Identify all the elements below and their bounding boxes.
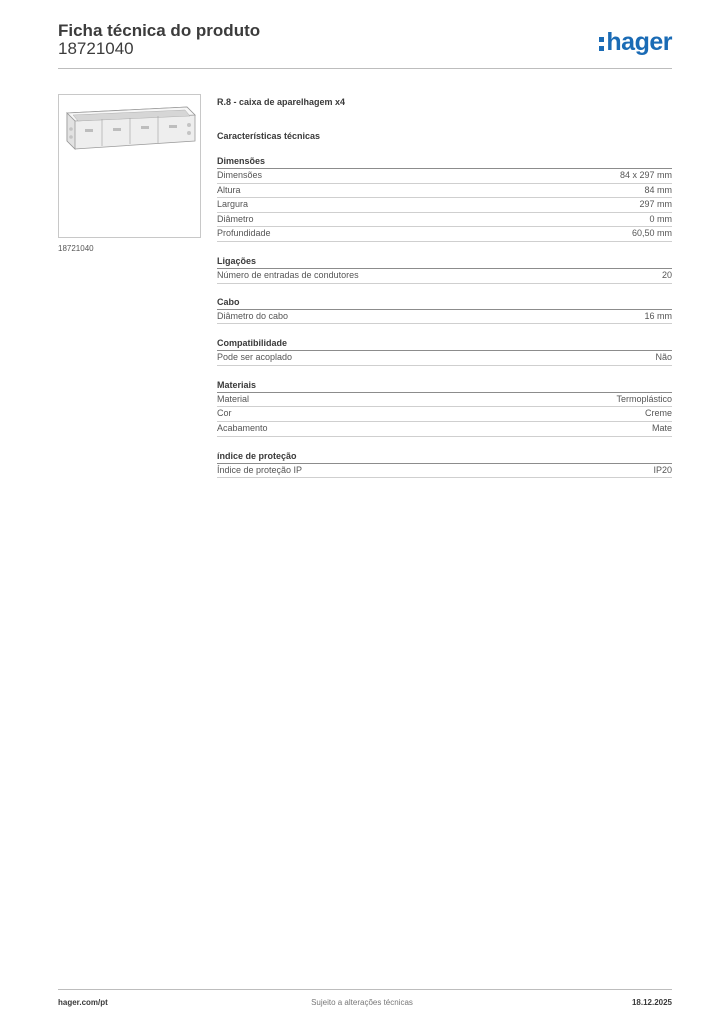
spec-row <box>217 198 672 213</box>
section-cabo <box>217 296 672 325</box>
spec-row <box>217 310 672 325</box>
spec-row <box>217 351 672 366</box>
spec-value: 0 mm <box>649 213 672 224</box>
product-name: R.8 - caixa de aparelhagem x4 <box>217 97 346 107</box>
spec-label: Número de entradas de condutores <box>217 269 359 280</box>
section-title: Ligações <box>217 255 672 269</box>
spec-label: Acabamento <box>217 422 268 433</box>
footer-website-link[interactable]: hager.com/pt <box>58 998 108 1007</box>
spec-row <box>217 227 672 242</box>
spec-value: 84 x 297 mm <box>619 170 672 180</box>
spec-label: Profundidade <box>217 228 271 239</box>
spec-row <box>217 213 672 228</box>
spec-row <box>217 184 672 199</box>
header-divider <box>58 68 672 69</box>
spec-row <box>217 407 672 422</box>
installation-box-illustration <box>59 95 200 237</box>
spec-row <box>217 169 672 184</box>
document-title: Ficha técnica do produto <box>58 21 261 40</box>
spec-row <box>217 393 672 408</box>
spec-value: Creme <box>644 408 672 419</box>
specifications <box>217 96 672 478</box>
spec-label: Diâmetro do cabo <box>217 310 289 321</box>
spec-row <box>217 269 672 284</box>
spec-value: 16 mm <box>644 310 672 321</box>
section-indice-protecao <box>217 450 672 479</box>
footer-disclaimer: Sujeito a alterações técnicas <box>311 998 413 1007</box>
product-code: 18721040 <box>58 39 134 58</box>
spec-label: Largura <box>217 199 249 210</box>
product-image <box>58 94 201 238</box>
section-ligacoes <box>217 255 672 284</box>
spec-label: Material <box>217 393 250 404</box>
spec-label: Índice de proteção IP <box>217 464 303 475</box>
spec-value: 84 mm <box>644 184 672 195</box>
spec-label: Cor <box>217 408 232 419</box>
section-compatibilidade <box>217 337 672 366</box>
spec-value: Mate <box>651 422 672 433</box>
footer-divider <box>58 989 672 990</box>
section-materiais <box>217 379 672 437</box>
hager-logo <box>599 28 672 56</box>
section-title: Cabo <box>217 296 672 310</box>
spec-label: Altura <box>217 184 241 195</box>
logo-text: hager <box>606 28 672 56</box>
spec-label: Diâmetro <box>217 213 254 224</box>
spec-value: 60,50 mm <box>631 228 672 239</box>
spec-value: 297 mm <box>639 199 672 210</box>
section-title: Dimensões <box>217 155 672 169</box>
image-caption: 18721040 <box>58 244 94 253</box>
section-title: Materiais <box>217 379 672 393</box>
spec-row <box>217 464 672 479</box>
spec-row <box>217 422 672 437</box>
spec-label: Pode ser acoplado <box>217 352 293 363</box>
spec-value: IP20 <box>653 464 672 475</box>
section-dimensoes <box>217 155 672 242</box>
footer-date: 18.12.2025 <box>631 998 672 1007</box>
spec-value: Termoplástico <box>616 393 672 404</box>
section-title: índice de proteção <box>217 450 672 464</box>
technical-characteristics-heading: Características técnicas <box>217 131 321 141</box>
section-title: Compatibilidade <box>217 337 672 351</box>
spec-label: Dimensões <box>217 170 263 180</box>
logo-dots-icon <box>599 28 604 56</box>
spec-value: 20 <box>661 269 672 280</box>
spec-value: Não <box>655 352 672 363</box>
